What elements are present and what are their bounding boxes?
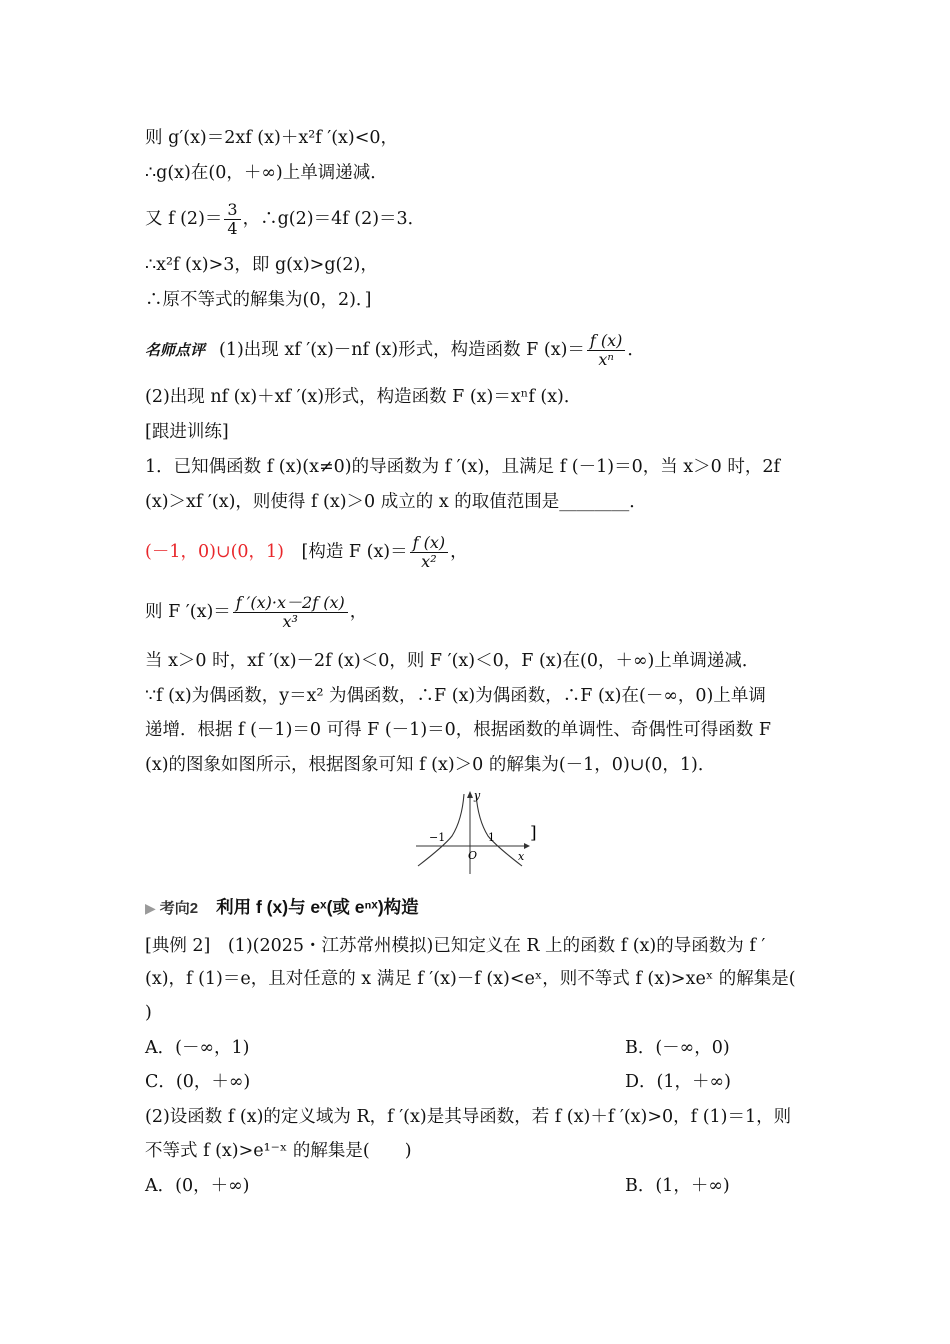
function-graph xyxy=(412,786,552,878)
fraction xyxy=(233,594,348,631)
text-segment: (1)出现 xf ′(x)－nf (x)形式，构造函数 F (x)＝ xyxy=(219,340,585,360)
section-label: [跟进训练] xyxy=(145,422,229,442)
text-segment: ，∴g(2)＝4f (2)＝3． xyxy=(242,209,426,229)
option-c: C．(0，＋∞) xyxy=(145,1072,251,1092)
y-label: y xyxy=(474,789,481,802)
text-line xyxy=(145,201,810,238)
text-segment: 则 F ′(x)＝ xyxy=(145,602,231,622)
section-heading xyxy=(145,894,419,919)
text-line xyxy=(145,332,810,369)
text-line: [典例 2] (1)(2025・江苏常州模拟)已知定义在 R 上的函数 f (x)的导函数为 f ′ xyxy=(145,936,766,956)
text-line: ∵f (x)为偶函数，y＝x² 为偶函数，∴F (x)为偶函数，∴F (x)在(－∞，0)上单调 xyxy=(145,686,766,706)
triangle-icon: ▶ xyxy=(145,900,156,916)
fraction-denominator: x³ xyxy=(282,612,298,631)
fraction-denominator: xⁿ xyxy=(598,350,614,369)
text-line: ∴x²f (x)>3，即 g(x)>g(2)， xyxy=(145,255,378,275)
section-title: 利用 f (x)与 eˣ(或 eⁿˣ)构造 xyxy=(216,897,419,917)
option-row xyxy=(145,1173,810,1199)
pos-one-label: 1 xyxy=(488,831,495,844)
fraction-numerator: f ′(x)·x－2f (x) xyxy=(233,594,348,613)
fraction xyxy=(224,201,240,238)
x-label: x xyxy=(518,850,525,863)
text-line: 递增．根据 f (－1)＝0 可得 F (－1)＝0，根据函数的单调性、奇偶性可得函数 F xyxy=(145,720,771,740)
text-line xyxy=(145,534,810,571)
text-line: ∴g(x)在(0，＋∞)上单调递减． xyxy=(145,163,388,183)
fraction xyxy=(410,534,449,571)
text-segment: ， xyxy=(450,542,468,562)
text-line: (x)＞xf ′(x)，则使得 f (x)＞0 成立的 x 的取值范围是________． xyxy=(145,492,647,512)
text-line: 不等式 f (x)>e¹⁻ˣ 的解集是( ) xyxy=(145,1141,412,1161)
origin-label: O xyxy=(468,849,478,862)
option-b: B．(1，＋∞) xyxy=(625,1176,730,1196)
x-axis-arrow xyxy=(524,843,530,849)
text-line: ∴原不等式的解集为(0，2)．] xyxy=(145,290,372,310)
text-line: (x)的图象如图所示，根据图象可知 f (x)＞0 的解集为(－1，0)∪(0，1)． xyxy=(145,755,716,775)
answer-text: (－1，0)∪(0，1) xyxy=(145,542,285,562)
text-line: (2)设函数 f (x)的定义域为 R，f ′(x)是其导函数，若 f (x)＋f ′(x)>0，f (1)＝1，则 xyxy=(145,1107,792,1127)
close-bracket: ] xyxy=(530,823,537,843)
option-d: D．(1，＋∞) xyxy=(625,1072,731,1092)
text-line: 则 g′(x)＝2xf (x)＋x²f ′(x)<0， xyxy=(145,128,399,148)
option-row xyxy=(145,1069,810,1095)
text-line: 1．已知偶函数 f (x)(x≠0)的导函数为 f ′(x)，且满足 f (－1)＝0，当 x＞0 时，2f xyxy=(145,457,780,477)
option-b: B．(－∞，0) xyxy=(625,1038,730,1058)
neg-one-label: −1 xyxy=(429,831,446,844)
option-row xyxy=(145,1035,810,1061)
fraction-denominator: x² xyxy=(421,552,437,571)
text-segment: 又 f (2)＝ xyxy=(145,209,223,229)
right-branch xyxy=(476,794,522,866)
text-segment: [构造 F (x)＝ xyxy=(284,542,408,562)
fraction-denominator: 4 xyxy=(227,219,238,238)
text-line: (2)出现 nf (x)＋xf ′(x)形式，构造函数 F (x)＝xⁿf (x)． xyxy=(145,387,582,407)
fraction-numerator: f (x) xyxy=(587,332,626,351)
fraction-numerator: 3 xyxy=(224,201,240,220)
fraction-numerator: f (x) xyxy=(410,534,449,553)
text-line: 当 x＞0 时，xf ′(x)－2f (x)＜0，则 F ′(x)＜0，F (x)在(0，＋∞)上单调递减． xyxy=(145,651,760,671)
text-line: (x)，f (1)＝e，且对任意的 x 满足 f ′(x)－f (x)<eˣ，则不等式 f (x)>xeˣ 的解集是( xyxy=(145,969,796,989)
section-tag: 考向2 xyxy=(159,900,199,917)
left-branch xyxy=(418,794,464,866)
text-line xyxy=(145,594,810,631)
text-segment: ， xyxy=(349,602,368,622)
comment-badge: 名师点评 xyxy=(145,342,206,359)
fraction xyxy=(587,332,626,369)
text-line: ) xyxy=(145,1003,152,1023)
y-axis-arrow xyxy=(467,791,473,798)
option-a: A．(0，＋∞) xyxy=(145,1176,250,1196)
text-segment: ． xyxy=(627,340,645,360)
option-a: A．(－∞，1) xyxy=(145,1038,250,1058)
